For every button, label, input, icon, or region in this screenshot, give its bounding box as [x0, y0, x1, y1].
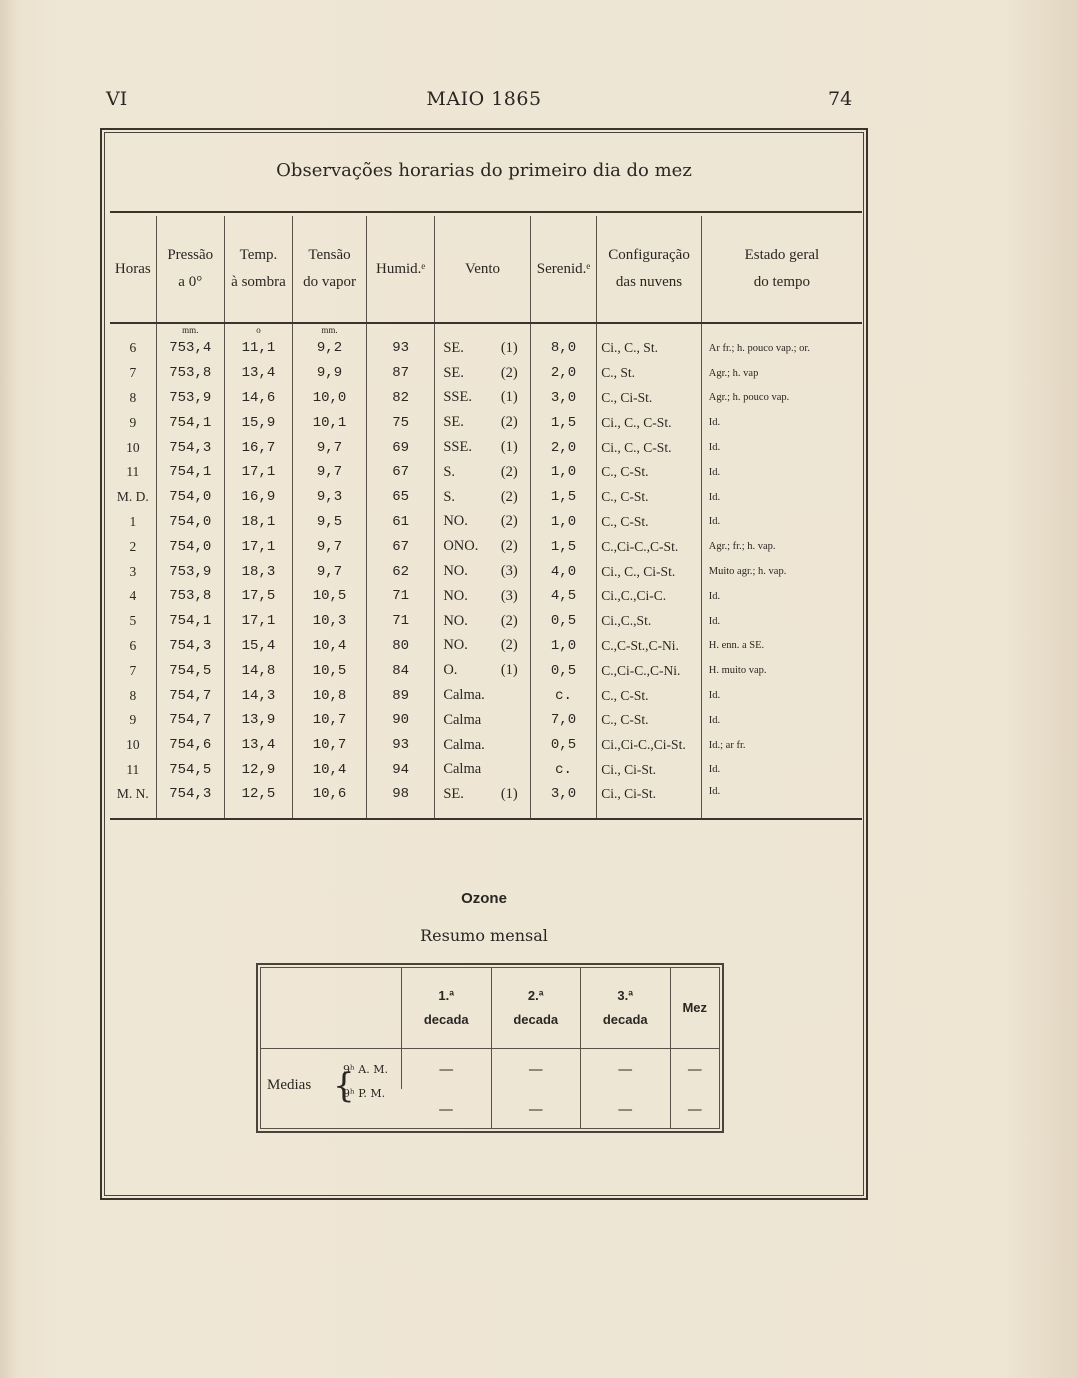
table-row — [110, 435, 862, 460]
cell-pressao: 754,7 — [156, 708, 224, 733]
cell-tensao: 9,7 — [293, 559, 367, 584]
cell-vento — [435, 708, 530, 733]
wind-direction: NO. — [443, 637, 468, 654]
column-header-line: Pressão — [167, 247, 214, 263]
table-row — [110, 386, 862, 411]
cell-config: Ci.,C.,St. — [597, 609, 701, 634]
section-number: VI — [106, 88, 128, 110]
cell-seren: 8,0 — [530, 336, 597, 361]
page-number: 74 — [828, 88, 853, 110]
table-row — [110, 733, 862, 758]
cell-config: Ci., Ci-St. — [597, 758, 701, 783]
hour-am-label: 9ʰ A. M. — [343, 1063, 388, 1076]
column-header-line: a 0° — [178, 274, 203, 290]
table-row — [110, 658, 862, 683]
ozone-column-header — [402, 968, 492, 1049]
cell-temp: 17,1 — [224, 609, 292, 634]
cell-pressao: 754,0 — [156, 485, 224, 510]
unit-cell — [435, 323, 530, 336]
ozone-subtitle: Resumo mensal — [420, 926, 548, 945]
cell-hora: 4 — [129, 588, 137, 604]
cell-vento — [435, 733, 530, 758]
cell-temp: 15,4 — [224, 634, 292, 659]
cell-seren: 4,5 — [530, 584, 597, 609]
cell-hora: 1 — [129, 513, 137, 529]
cell-hora: 10 — [126, 439, 140, 455]
wind-direction: ONO. — [443, 538, 479, 555]
cell-vento — [435, 386, 530, 411]
cell-temp: 17,5 — [224, 584, 292, 609]
cell-seren: c. — [530, 758, 597, 783]
wind-force: (3) — [500, 563, 518, 580]
ozone-column-header — [670, 968, 719, 1049]
wind-force: (1) — [500, 786, 518, 803]
column-header-line: à sombra — [231, 274, 286, 290]
wind-direction: NO. — [443, 587, 468, 604]
unit-cell — [110, 323, 156, 336]
cell-vento — [435, 485, 530, 510]
cell-tensao: 10,4 — [293, 634, 367, 659]
table-row — [110, 336, 862, 361]
cell-humid: 62 — [366, 559, 434, 584]
ozone-col-number: 3.ª — [617, 988, 634, 1003]
column-header-line: Temp. — [239, 247, 278, 263]
unit-cell — [530, 323, 597, 336]
wind-force: (2) — [500, 463, 518, 480]
table-row — [110, 609, 862, 634]
wind-direction: NO. — [443, 612, 468, 629]
cell-temp: 16,9 — [224, 485, 292, 510]
cell-config: Ci., C., St. — [597, 336, 701, 361]
wind-force: (1) — [500, 439, 518, 456]
cell-temp: 13,4 — [224, 361, 292, 386]
cell-humid: 94 — [366, 758, 434, 783]
cell-seren: c. — [530, 683, 597, 708]
wind-direction: SE. — [443, 364, 464, 381]
cell-hora: 9 — [129, 712, 137, 728]
cell-humid: 98 — [366, 782, 434, 819]
wind-direction: SE. — [443, 414, 464, 431]
cell-hora: 8 — [129, 389, 137, 405]
cell-temp: 13,4 — [224, 733, 292, 758]
hourly-table-title: Observações horarias do primeiro dia do mez — [276, 160, 692, 181]
cell-temp: 15,9 — [224, 410, 292, 435]
wind-force: (3) — [500, 587, 518, 604]
table-row — [110, 485, 862, 510]
table-row — [110, 758, 862, 783]
cell-humid: 75 — [366, 410, 434, 435]
column-header-line: Horas — [114, 260, 151, 277]
ozone-value-am: — — [581, 1049, 671, 1090]
cell-config: Ci.,Ci-C.,Ci-St. — [597, 733, 701, 758]
cell-estado: Id. — [701, 782, 862, 819]
cell-config: Ci., C., C-St. — [597, 410, 701, 435]
cell-config: Ci.,C.,Ci-C. — [597, 584, 701, 609]
ozone-col-label: decada — [513, 1012, 559, 1027]
cell-temp: 14,3 — [224, 683, 292, 708]
cell-humid: 71 — [366, 609, 434, 634]
cell-seren: 4,0 — [530, 559, 597, 584]
cell-humid: 71 — [366, 584, 434, 609]
cell-vento — [435, 559, 530, 584]
column-header — [156, 216, 224, 323]
ozone-value-pm: — — [670, 1089, 719, 1129]
column-header-line: Humid.ᵉ — [376, 260, 426, 277]
cell-vento — [435, 510, 530, 535]
cell-estado: H. muito vap. — [701, 658, 862, 683]
wind-direction: Calma — [443, 711, 482, 728]
cell-pressao: 754,1 — [156, 609, 224, 634]
unit-cell — [366, 323, 434, 336]
cell-vento — [435, 361, 530, 386]
column-header — [366, 216, 434, 323]
wind-force: (2) — [500, 488, 518, 505]
cell-temp: 14,8 — [224, 658, 292, 683]
cell-pressao: 754,5 — [156, 758, 224, 783]
column-header-line: das nuvens — [615, 274, 683, 290]
cell-hora: 6 — [129, 637, 137, 653]
table-header-row — [110, 216, 862, 323]
cell-humid: 87 — [366, 361, 434, 386]
wind-force: (2) — [500, 637, 518, 654]
cell-hora: 2 — [129, 538, 137, 554]
cell-seren: 1,0 — [530, 510, 597, 535]
cell-config: C.,Ci-C.,C-St. — [597, 534, 701, 559]
ozone-column-header — [581, 968, 671, 1049]
cell-pressao: 754,7 — [156, 683, 224, 708]
cell-vento — [435, 336, 530, 361]
cell-tensao: 9,9 — [293, 361, 367, 386]
cell-temp: 18,1 — [224, 510, 292, 535]
cell-humid: 67 — [366, 534, 434, 559]
cell-config: Ci., C., C-St. — [597, 435, 701, 460]
table-row — [110, 510, 862, 535]
page-heading: MAIO 1865 — [426, 88, 542, 110]
wind-force: (2) — [500, 513, 518, 530]
table-row — [110, 708, 862, 733]
ozone-value-am: — — [402, 1049, 492, 1090]
cell-tensao: 10,7 — [293, 708, 367, 733]
cell-tensao: 10,0 — [293, 386, 367, 411]
cell-pressao: 754,1 — [156, 410, 224, 435]
wind-direction: S. — [443, 463, 456, 480]
cell-pressao: 753,9 — [156, 559, 224, 584]
wind-direction: Calma. — [443, 687, 485, 704]
running-head — [0, 88, 1078, 112]
wind-direction: Calma — [443, 761, 482, 778]
cell-temp: 17,1 — [224, 534, 292, 559]
table-row — [110, 683, 862, 708]
cell-humid: 61 — [366, 510, 434, 535]
cell-humid: 93 — [366, 336, 434, 361]
cell-tensao: 10,6 — [293, 782, 367, 819]
cell-config: C., St. — [597, 361, 701, 386]
cell-seren: 0,5 — [530, 658, 597, 683]
cell-hora: 8 — [129, 687, 137, 703]
cell-vento — [435, 634, 530, 659]
wind-force: (2) — [500, 364, 518, 381]
cell-humid: 82 — [366, 386, 434, 411]
cell-estado: Ar fr.; h. pouco vap.; or. — [701, 336, 862, 361]
wind-force: (1) — [500, 339, 518, 356]
table-row — [110, 410, 862, 435]
cell-tensao: 10,3 — [293, 609, 367, 634]
cell-estado: Id. — [701, 683, 862, 708]
hour-pm-label: 9ʰ P. M. — [343, 1087, 386, 1100]
cell-tensao: 10,8 — [293, 683, 367, 708]
ozone-value-pm: — — [491, 1089, 581, 1129]
ozone-value-am: — — [491, 1049, 581, 1090]
cell-tensao: 9,5 — [293, 510, 367, 535]
cell-estado: Agr.; h. pouco vap. — [701, 386, 862, 411]
ozone-column-header — [491, 968, 581, 1049]
cell-pressao: 754,3 — [156, 435, 224, 460]
cell-tensao: 9,3 — [293, 485, 367, 510]
cell-vento — [435, 584, 530, 609]
cell-seren: 0,5 — [530, 733, 597, 758]
cell-vento — [435, 460, 530, 485]
cell-humid: 93 — [366, 733, 434, 758]
cell-estado: Id.; ar fr. — [701, 733, 862, 758]
ozone-value-pm: — — [438, 1100, 454, 1118]
column-header — [530, 216, 597, 323]
cell-temp: 11,1 — [224, 336, 292, 361]
wind-force: (1) — [500, 662, 518, 679]
cell-pressao: 753,9 — [156, 386, 224, 411]
cell-humid: 90 — [366, 708, 434, 733]
cell-tensao: 9,7 — [293, 435, 367, 460]
cell-pressao: 753,8 — [156, 584, 224, 609]
cell-pressao: 754,1 — [156, 460, 224, 485]
table-row — [110, 460, 862, 485]
wind-direction: SE. — [443, 786, 464, 803]
ozone-value-pm: — — [581, 1089, 671, 1129]
cell-tensao: 9,7 — [293, 534, 367, 559]
column-header-line: Configuração — [608, 247, 690, 263]
cell-estado: Muito agr.; h. vap. — [701, 559, 862, 584]
cell-estado: Id. — [701, 460, 862, 485]
cell-config: C.,C-St.,C-Ni. — [597, 634, 701, 659]
wind-force: (2) — [500, 538, 518, 555]
cell-temp: 16,7 — [224, 435, 292, 460]
cell-pressao: 754,0 — [156, 510, 224, 535]
wind-direction: SSE. — [443, 389, 472, 406]
cell-estado: Id. — [701, 410, 862, 435]
cell-tensao: 10,4 — [293, 758, 367, 783]
cell-temp: 13,9 — [224, 708, 292, 733]
cell-hora: 11 — [126, 464, 140, 480]
unit-cell — [597, 323, 701, 336]
ozone-col-number: 1.ª — [438, 988, 455, 1003]
wind-direction: SSE. — [443, 439, 472, 456]
cell-pressao: 754,0 — [156, 534, 224, 559]
cell-vento — [435, 534, 530, 559]
ozone-header-row — [261, 968, 719, 1049]
column-header-line: Estado geral — [744, 247, 820, 263]
column-header — [293, 216, 367, 323]
cell-tensao: 10,5 — [293, 584, 367, 609]
title-rule — [110, 211, 862, 213]
ozone-col-label: Mez — [682, 1000, 708, 1015]
cell-vento — [435, 410, 530, 435]
cell-hora: 3 — [129, 563, 137, 579]
cell-hora: 10 — [126, 737, 140, 753]
column-header — [110, 216, 156, 323]
cell-pressao: 754,6 — [156, 733, 224, 758]
cell-tensao: 10,5 — [293, 658, 367, 683]
ozone-col-label: decada — [602, 1012, 648, 1027]
cell-estado: H. enn. a SE. — [701, 634, 862, 659]
cell-humid: 69 — [366, 435, 434, 460]
unit-cell: o — [224, 323, 292, 336]
table-row — [110, 534, 862, 559]
wind-direction: NO. — [443, 563, 468, 580]
cell-tensao: 10,7 — [293, 733, 367, 758]
cell-estado: Id. — [701, 510, 862, 535]
cell-humid: 89 — [366, 683, 434, 708]
wind-force: (2) — [500, 612, 518, 629]
cell-tensao: 9,2 — [293, 336, 367, 361]
ozone-col-number: 2.ª — [527, 988, 544, 1003]
cell-seren: 3,0 — [530, 782, 597, 819]
cell-estado: Id. — [701, 485, 862, 510]
cell-vento — [435, 658, 530, 683]
cell-tensao: 10,1 — [293, 410, 367, 435]
cell-seren: 0,5 — [530, 609, 597, 634]
cell-config: C., C-St. — [597, 708, 701, 733]
cell-vento — [435, 435, 530, 460]
cell-seren: 3,0 — [530, 386, 597, 411]
cell-config: Ci., Ci-St. — [597, 782, 701, 819]
table-row — [110, 634, 862, 659]
cell-temp: 12,5 — [224, 782, 292, 819]
units-row — [110, 323, 862, 336]
cell-config: C.,Ci-C.,C-Ni. — [597, 658, 701, 683]
column-header-line: Vento — [465, 260, 501, 277]
medias-cell — [261, 1049, 402, 1130]
cell-pressao: 753,8 — [156, 361, 224, 386]
cell-pressao: 754,5 — [156, 658, 224, 683]
hourly-observations-table — [110, 216, 862, 820]
column-header — [224, 216, 292, 323]
cell-estado: Id. — [701, 435, 862, 460]
column-header — [701, 216, 862, 323]
cell-pressao: 754,3 — [156, 782, 224, 819]
cell-hora: 6 — [129, 340, 137, 356]
cell-vento — [435, 683, 530, 708]
cell-hora: 7 — [129, 365, 137, 381]
brace-glyph: { — [333, 1066, 355, 1106]
cell-seren: 1,0 — [530, 460, 597, 485]
unit-cell — [701, 323, 862, 336]
cell-hora: M. D. — [116, 489, 149, 505]
table-body — [110, 323, 862, 819]
cell-seren: 2,0 — [530, 361, 597, 386]
wind-direction: Calma. — [443, 736, 485, 753]
cell-vento — [435, 758, 530, 783]
medias-label: Medias — [267, 1077, 312, 1093]
ozone-row-am — [261, 1049, 719, 1090]
wind-direction: S. — [443, 488, 456, 505]
ozone-title: Ozone — [461, 890, 507, 907]
cell-temp: 18,3 — [224, 559, 292, 584]
cell-estado: Id. — [701, 708, 862, 733]
cell-humid: 84 — [366, 658, 434, 683]
cell-hora: 5 — [129, 613, 137, 629]
wind-force: (1) — [500, 389, 518, 406]
cell-hora: 9 — [129, 414, 137, 430]
cell-pressao: 753,4 — [156, 336, 224, 361]
column-header-line: Serenid.ᵉ — [536, 260, 591, 277]
cell-seren: 1,5 — [530, 534, 597, 559]
wind-direction: NO. — [443, 513, 468, 530]
cell-hora: 11 — [126, 761, 140, 777]
cell-pressao: 754,3 — [156, 634, 224, 659]
ozone-corner-cell — [261, 968, 402, 1049]
table-row — [110, 584, 862, 609]
cell-humid: 67 — [366, 460, 434, 485]
cell-seren: 2,0 — [530, 435, 597, 460]
ozone-value-am: — — [670, 1049, 719, 1090]
cell-hora: M. N. — [110, 782, 156, 819]
ozone-summary-table — [261, 968, 719, 1129]
cell-config: Ci., C., Ci-St. — [597, 559, 701, 584]
cell-estado: Id. — [701, 758, 862, 783]
cell-seren: 1,5 — [530, 410, 597, 435]
cell-temp: 14,6 — [224, 386, 292, 411]
cell-estado: Id. — [701, 584, 862, 609]
ozone-col-label: decada — [423, 1012, 469, 1027]
column-header-line: do tempo — [753, 274, 810, 290]
column-header — [435, 216, 530, 323]
cell-seren: 7,0 — [530, 708, 597, 733]
cell-config: C., C-St. — [597, 485, 701, 510]
table-row — [110, 361, 862, 386]
wind-direction: SE. — [443, 339, 464, 356]
cell-config: C., Ci-St. — [597, 386, 701, 411]
column-header-line: Tensão — [308, 247, 351, 263]
column-header-line: do vapor — [303, 274, 356, 290]
cell-temp: 12,9 — [224, 758, 292, 783]
cell-config: C., C-St. — [597, 683, 701, 708]
cell-estado: Id. — [701, 609, 862, 634]
cell-vento — [435, 782, 530, 819]
cell-humid: 65 — [366, 485, 434, 510]
table-row — [110, 782, 862, 819]
cell-seren: 1,5 — [530, 485, 597, 510]
cell-config: C., C-St. — [597, 510, 701, 535]
cell-config: C., C-St. — [597, 460, 701, 485]
cell-temp: 17,1 — [224, 460, 292, 485]
wind-direction: O. — [443, 662, 458, 679]
unit-cell: mm. — [293, 323, 367, 336]
wind-force: (2) — [500, 414, 518, 431]
cell-hora: 7 — [129, 662, 137, 678]
cell-tensao: 9,7 — [293, 460, 367, 485]
cell-estado: Agr.; h. vap — [701, 361, 862, 386]
cell-seren: 1,0 — [530, 634, 597, 659]
table-row — [110, 559, 862, 584]
unit-cell: mm. — [156, 323, 224, 336]
cell-vento — [435, 609, 530, 634]
cell-estado: Agr.; fr.; h. vap. — [701, 534, 862, 559]
column-header — [597, 216, 701, 323]
cell-humid: 80 — [366, 634, 434, 659]
